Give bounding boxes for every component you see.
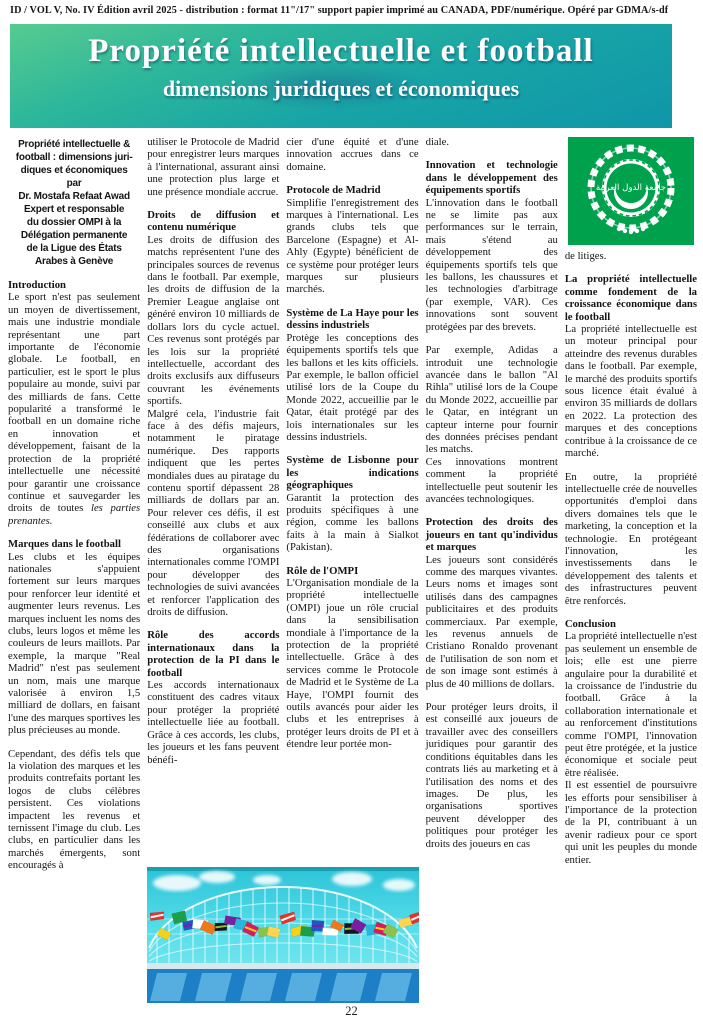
paragraph: Les joueurs sont considérés comme des marques vivantes. Leurs noms et images sont utilisés dans des campagnes publicitaires et des produits commerciaux. Par exemple, les revenus annuels de Cristiano Ronaldo provenant de l'utilisation de son nom et de son image sont estimés à plus de 40 millions de dollars. <box>425 553 558 690</box>
byline-line: Délégation permanente <box>20 230 128 241</box>
paragraph: Les accords internationaux constituent des cadres vitaux pour protéger la propriété intellectuelle liée au football. Grâce à ces accords, les clubs, les joueurs et les fans peuvent bénéfi- <box>147 679 280 766</box>
paragraph: Garantit la protection des produits spécifiques à une région, comme les ballons faits à la main à Sialkot (Pakistan). <box>286 491 419 554</box>
paragraph: diale. <box>425 136 450 148</box>
column-4 <box>426 136 558 1004</box>
paragraph: Les droits de diffusion des matchs représentent l'une des principales sources de revenus dans le football. Par exemple, les droits de diffusion de la Premier League anglaise ont généré environ 10 milliards de dollars lors du cycle actuel. Ces revenus sont protégés par les lois sur la propriété intellectuelle, accordant des droits exclusifs aux diffuseurs couvrant les événements sportifs. <box>147 233 280 408</box>
column-5 <box>565 136 697 1004</box>
section-heading: Système de La Haye pour les dessins industriels <box>286 306 419 332</box>
section-heading: Protocole de Madrid <box>286 184 381 197</box>
flags-photo <box>147 867 419 1003</box>
paragraph: Le sport n'est pas seulement un moyen de divertissement, mais une industrie mondiale représentant une part importante de l'économie globale. Le football, en particulier, est le sport le plus populaire au monde, suivi par des milliards de fans. Cette popularité a transformé le football en un domaine riche en innovation et développement, faisant de la protection de la propriété intellectuelle une nécessité pour garantir une croissance continue et sauvegarder les droits de toutes les parties prenantes. <box>8 291 141 527</box>
section-heading: Rôle de l'OMPI <box>286 564 359 577</box>
arab-league-logo <box>568 137 694 245</box>
byline-line: Dr. Mostafa Refaat Awad <box>18 191 130 202</box>
column-1 <box>8 136 140 1004</box>
page-title: Propriété intellectuelle et football <box>88 33 594 69</box>
paragraph: Protège les conceptions des équipements sportifs tels que les ballons et les kits officiels. Par exemple, le ballon officiel utilisé lors de la Coupe du Monde 2022, accueillie par le Qatar, était protégé par des lois internationales sur les dessins industriels. <box>286 331 419 443</box>
paragraph: Ces innovations montrent comment la propriété intellectuelle peut soutenir les avancées technologiques. <box>425 455 558 505</box>
paragraph: L'innovation dans le football ne se limite pas aux performances sur le terrain, mais s'étend au développement des équipements sportifs tels que les ballons, les chaussures et les technologies d'arbitrage (par exemple, VAR). Ces innovations sont souvent protégées par des brevets. <box>425 196 558 333</box>
section-heading: Marques dans le football <box>8 538 121 551</box>
section-heading: La propriété intellectuelle comme fondement de la croissance économique dans le football <box>564 273 697 323</box>
section-heading: Conclusion <box>564 617 616 630</box>
paragraph: Par exemple, Adidas a introduit une technologie avancée dans le ballon "Al Rihla" utilisé lors de la Coupe du Monde 2022, accueillie par le Qatar, en intégrant un capteur interne pour fournir des données précises pendant les matchs. <box>425 344 558 456</box>
arab-league-emblem-icon <box>568 137 694 245</box>
banner <box>10 24 672 128</box>
page-subtitle: dimensions juridiques et économiques <box>162 76 520 101</box>
byline-line: du dossier OMPI à la <box>26 217 122 228</box>
paragraph: utiliser le Protocole de Madrid pour enregistrer leurs marques à l'international, assurant ainsi une protection plus large et une présence mondiale accrue. <box>147 136 280 198</box>
paragraph: cier d'une équité et d'une innovation accrues dans ce domaine. <box>286 136 419 173</box>
byline-line: par <box>66 178 82 189</box>
paragraph: L'Organisation mondiale de la propriété intellectuelle (OMPI) joue un rôle crucial dans la sensibilisation mondiale à l'importance de la protection de la propriété intellectuelle. Grâce à des services comme le Protocole de Madrid et le Système de La Haye, l'OMPI fournit des outils avancés pour aider les clubs et les entreprises à protéger leurs droits de PI et à étendre leur portée mon- <box>286 577 419 751</box>
section-heading: Protection des droits des joueurs en tant qu'individus et marques <box>425 516 558 554</box>
flags-photo-scene <box>147 867 419 1003</box>
byline-line: Propriété intellectuelle & <box>18 139 131 150</box>
paragraph: En outre, la propriété intellectuelle crée de nouvelles opportunités d'emploi dans divers domaines tels que le marketing, la conception et la technologie. En protégeant l'innovation, les investissements dans le développement des talents et des infrastructures peuvent être renforcés. <box>564 470 697 607</box>
paragraph: La propriété intellectuelle n'est pas seulement un ensemble de lois; elle est une pierre angulaire pour la durabilité et la croissance de l'industrie du football. Grâce à la collaboration internationale et au renforcement d'institutions comme l'OMPI, l'innovation peut être protégée, et la justice économique et sociale peut être réalisée. <box>564 630 697 779</box>
paragraph: Il est essentiel de poursuivre les efforts pour sensibiliser à l'importance de la protection de la PI, contribuant à un avenir radieux pour ce sport qui unit les peuples du monde entier. <box>564 779 697 866</box>
byline-line: football : dimensions juri- <box>15 152 133 163</box>
section-heading: Système de Lisbonne pour les indications géographiques <box>286 454 419 492</box>
paragraph: Les clubs et les équipes nationales s'appuient fortement sur leurs marques pour renforcer leur identité et augmenter leurs revenus. Les marques incluent les noms des clubs, leurs logos et même les couleurs de leurs maillots. Par exemple, la marque "Real Madrid" n'est pas seulement un nom, mais une marque valorisée à environ 1,5 milliard de dollars, en faisant l'une des marques sportives les plus précieuses au monde. <box>8 550 141 737</box>
section-heading: Innovation et technologie dans le développement des équipements sportifs <box>425 159 558 197</box>
paragraph: Simplifie l'enregistrement des marques à l'international. Les grands clubs tels que Barcelone (Espagne) et Al-Ahly (Egypte) bénéficient de ce système pour protéger leurs marques sur plusieurs marchés. <box>286 196 419 296</box>
paragraph: Malgré cela, l'industrie fait face à des défis majeurs, notamment le piratage numérique. Des rapports indiquent que les pertes mondiales dues au piratage du contenu sportif dépassent 28 milliards de dollars par an. Pour relever ces défis, il est conseillé aux clubs et aux fédérations de collaborer avec des organisations internationales comme l'OMPI pour développer des technologies de suivi avancées et renforcer l'application des droits de diffusion. <box>147 407 280 619</box>
byline-line: de la Ligue des États <box>26 243 122 254</box>
masthead-line: ID / VOL V, No. IV Édition avril 2025 - distribution : format 11"/17" support papier imprimé au CANADA, PDF/numérique. Opéré par GDMA/s-df <box>10 5 669 16</box>
article-byline <box>8 138 140 268</box>
section-heading: Rôle des accords internationaux dans la protection de la PI dans le football <box>147 629 280 679</box>
arab-league-arabic-text: جامعة الدول العربية <box>595 183 666 193</box>
section-heading: Introduction <box>8 279 67 291</box>
page-number: 22 <box>345 1004 358 1018</box>
paragraph: de litiges. <box>564 250 607 262</box>
paragraph: Pour protéger leurs droits, il est conseillé aux joueurs de travailler avec des conseillers juridiques pour garantir des conditions équitables dans les contrats liés au marketing et à l'utilisation des noms et des images. De plus, les organisations sportives peuvent développer des politiques pour protéger les droits des joueurs en cas <box>425 701 558 850</box>
paragraph: Cependant, des défis tels que la violation des marques et les produits contrefaits portant les logos de clubs célèbres persistent. Ces violations impactent les revenus et ternissent l'image du club. Les clubs, en particulier dans les marchés émergents, sont encouragés à <box>8 747 141 872</box>
byline-line: Arabes à Genève <box>35 256 114 267</box>
section-heading: Droits de diffusion et contenu numérique <box>147 209 280 234</box>
paragraph: La propriété intellectuelle est un moteur principal pour atteindre des revenus durables dans le football. Par exemple, le marché des produits sportifs sous licence était évalué à environ 35 milliards de dollars en 2022. La protection des marques et des conceptions contribue à la croissance de ce marché. <box>564 323 697 460</box>
byline-line: diques et économiques <box>20 165 128 176</box>
byline-line: Expert et responsable <box>23 204 125 215</box>
